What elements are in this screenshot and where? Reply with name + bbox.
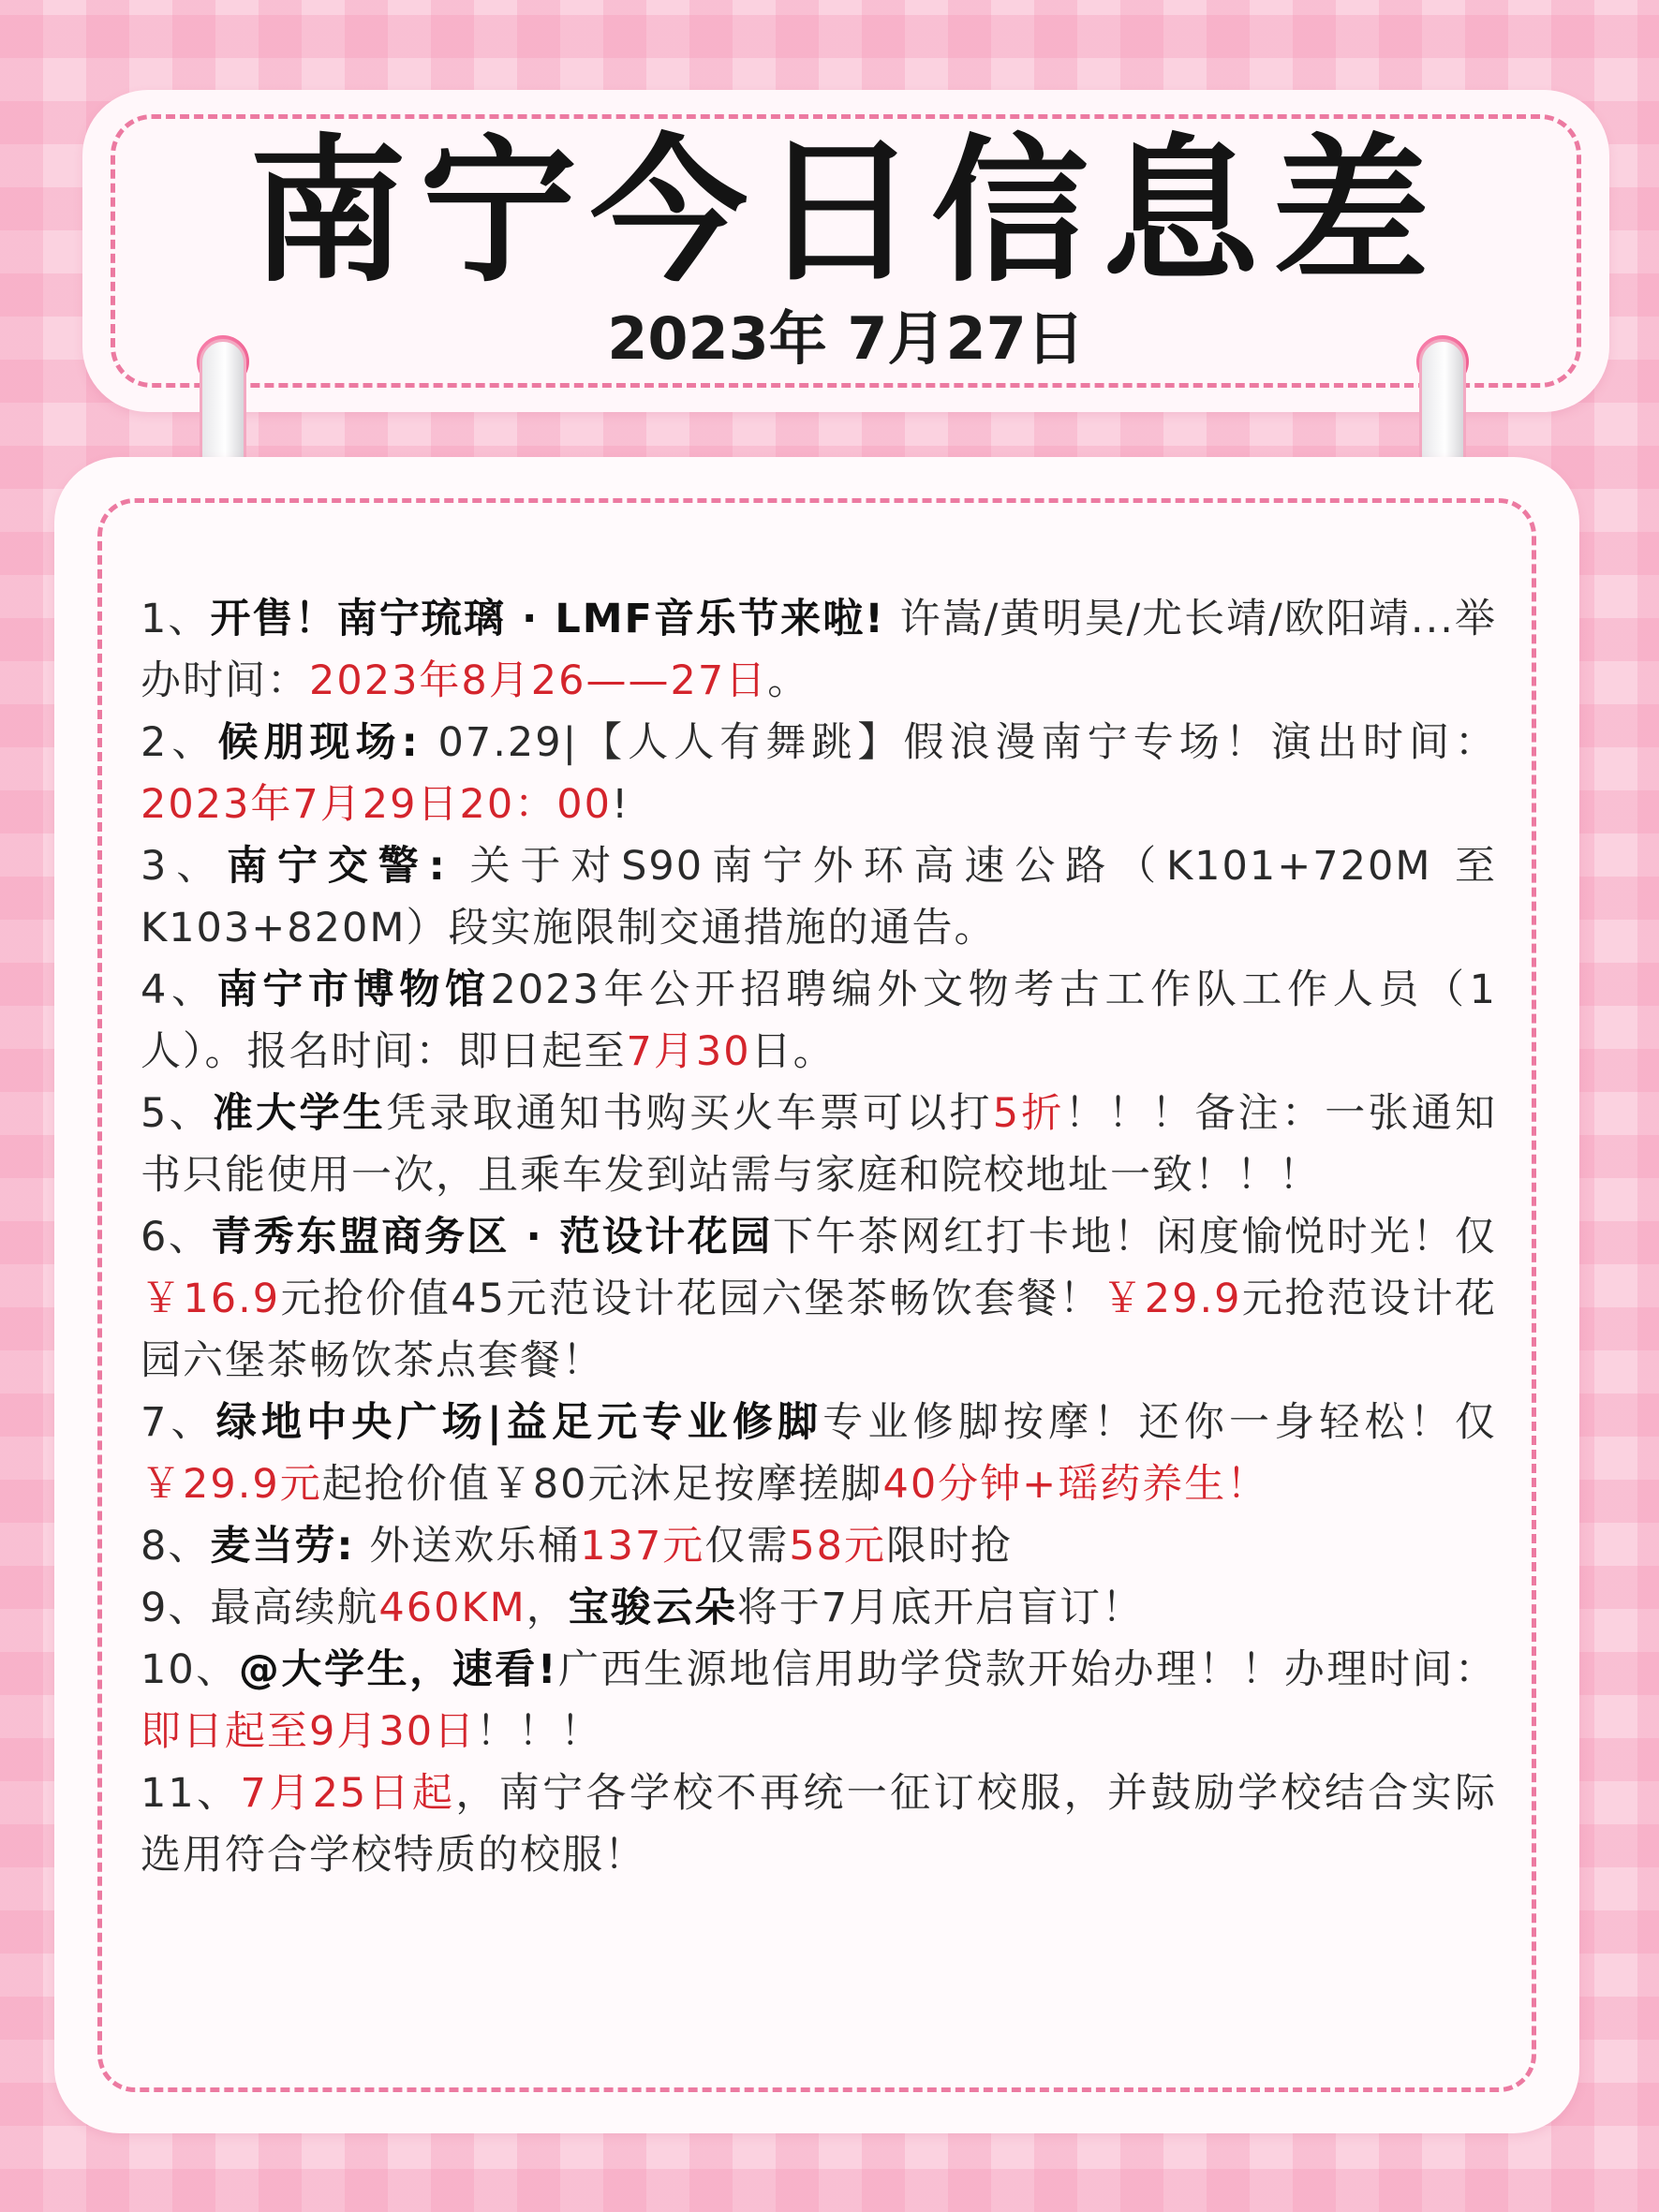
item-highlight: 7月25日起 xyxy=(240,1770,456,1817)
news-item-7 xyxy=(141,1392,1497,1515)
item-highlight: 58元 xyxy=(789,1523,887,1570)
news-item-9 xyxy=(141,1577,1497,1639)
item-highlight: ￥29.9元 xyxy=(141,1461,322,1508)
news-item-5 xyxy=(141,1083,1497,1206)
news-item-11 xyxy=(141,1762,1497,1886)
item-text: 凭录取通知书购买火车票可以打 xyxy=(385,1090,993,1137)
item-number: 10、 xyxy=(141,1646,239,1693)
item-number: 5、 xyxy=(141,1090,213,1137)
item-highlight: 即日起至9月30日 xyxy=(141,1708,477,1755)
item-highlight: 2023年7月29日20：00 xyxy=(141,781,612,828)
news-item-2 xyxy=(141,712,1497,835)
item-highlight: 5折 xyxy=(992,1090,1065,1137)
item-headline: 准大学生 xyxy=(212,1090,386,1137)
item-text: 关于对S90南宁外环高速公路（K101+720M 至K103+820M）段实施限制交通措施的通告。 xyxy=(141,843,1498,951)
title-card xyxy=(82,90,1609,412)
date-label: 2023年 7月27日 xyxy=(607,304,1085,373)
item-text: 最高续航 xyxy=(210,1585,379,1631)
news-item-10 xyxy=(141,1639,1497,1762)
news-item-4 xyxy=(141,959,1497,1083)
item-tail: 。 xyxy=(767,657,810,704)
item-text: 元抢价值45元范设计花园六堡茶畅饮套餐！ xyxy=(280,1276,1103,1322)
item-number: 7、 xyxy=(141,1399,216,1446)
item-number: 1、 xyxy=(141,596,211,642)
news-item-3 xyxy=(141,835,1497,959)
item-text: 起抢价值￥80元沐足按摩搓脚 xyxy=(321,1461,883,1508)
item-text: 仅需 xyxy=(704,1523,790,1570)
item-highlight: 2023年8月26——27日 xyxy=(309,657,768,704)
news-item-1 xyxy=(141,588,1497,712)
item-headline: 开售！南宁琉璃 · LMF音乐节来啦! xyxy=(210,596,885,642)
item-headline: 南宁交警: xyxy=(227,843,447,890)
item-text: 下午茶网红打卡地！闲度愉悦时光！仅 xyxy=(772,1214,1498,1261)
item-number: 8、 xyxy=(141,1523,211,1570)
item-highlight: 460KM xyxy=(378,1585,526,1631)
news-item-6 xyxy=(141,1206,1497,1392)
item-text: 限时抢 xyxy=(886,1523,1014,1570)
page-title: 南宁今日信息差 xyxy=(249,120,1443,303)
item-text: ，南宁各学校不再统一征订校服，并鼓励学校结合实际选用符合学校特质的校服！ xyxy=(141,1770,1498,1879)
item-number: 4、 xyxy=(141,966,217,1013)
item-highlight: ￥29.9 xyxy=(1102,1276,1242,1322)
news-item-8 xyxy=(141,1515,1497,1577)
item-tail: ！！！ xyxy=(476,1708,603,1755)
item-headline: 候朋现场: xyxy=(217,719,420,766)
item-tail: ！！！备注：一张通知书只能使用一次，且乘车发到站需与家庭和院校地址一致！！！ xyxy=(141,1090,1498,1199)
item-number: 9、 xyxy=(141,1585,211,1631)
item-highlight: 137元 xyxy=(580,1523,705,1570)
item-number: 2、 xyxy=(141,719,218,766)
item-headline: 南宁市博物馆 xyxy=(216,966,491,1013)
item-highlight: ￥16.9 xyxy=(141,1276,281,1322)
item-headline: 麦当劳: xyxy=(210,1523,355,1570)
item-text: 将于7月底开启盲订！ xyxy=(736,1585,1145,1631)
item-number: 6、 xyxy=(141,1214,212,1261)
item-text: 07.29|【人人有舞跳】假浪漫南宁专场！演出时间： xyxy=(419,719,1497,766)
item-highlight: 7月30 xyxy=(626,1028,751,1075)
item-number: 11、 xyxy=(141,1770,241,1817)
item-headline: @大学生，速看! xyxy=(238,1646,558,1693)
item-text: 广西生源地信用助学贷款开始办理！！办理时间： xyxy=(557,1646,1497,1693)
news-list xyxy=(141,588,1497,1886)
item-tail: 日。 xyxy=(750,1028,836,1075)
item-text: 2023年公开招聘编外文物考古工作队工作人员（1人）。报名时间：即日起至 xyxy=(141,966,1498,1075)
item-number: 3、 xyxy=(141,843,228,890)
item-text: 外送欢乐桶 xyxy=(354,1523,581,1570)
item-tail: ! xyxy=(611,781,630,828)
item-text: 专业修脚按摩！还你一身轻松！仅 xyxy=(822,1399,1497,1446)
item-headline: 绿地中央广场|益足元专业修脚 xyxy=(215,1399,823,1446)
item-highlight: 40分钟+瑶药养生！ xyxy=(882,1461,1269,1508)
item-text: 许嵩/黄明昊/尤长靖/欧阳靖...举办时间： xyxy=(141,596,1498,704)
item-text: ， xyxy=(526,1585,569,1631)
item-text: 元抢范设计花园六堡茶畅饮茶点套餐！ xyxy=(141,1276,1498,1384)
item-headline: 青秀东盟商务区 · 范设计花园 xyxy=(211,1214,773,1261)
item-headline: 宝骏云朵 xyxy=(568,1585,737,1631)
